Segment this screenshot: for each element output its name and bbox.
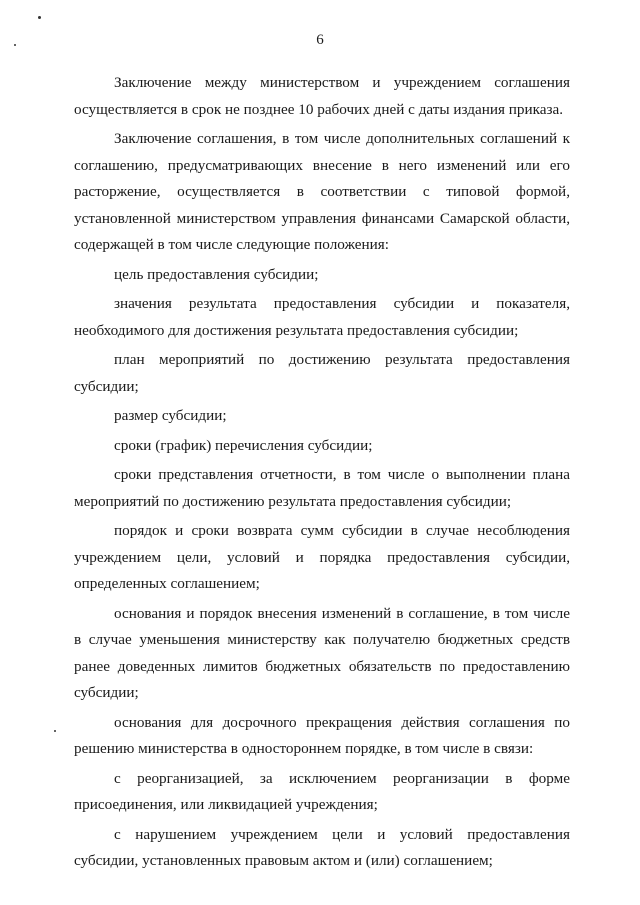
paragraph: значения результата предоставления субсидии и показателя, необходимого для достижения результата предоставления субсидии; xyxy=(74,295,570,339)
page-number: 6 xyxy=(316,32,324,48)
paragraph: с реорганизацией, за исключением реорганизации в форме присоединения, или ликвидацией учреждения; xyxy=(74,769,570,813)
paragraph: цель предоставления субсидии; xyxy=(114,265,319,283)
paragraph: размер субсидии; xyxy=(114,407,227,424)
document-body xyxy=(74,70,570,878)
scan-speck xyxy=(38,16,41,19)
paragraph: сроки представления отчетности, в том числе о выполнении плана мероприятий по достижению результата предоставления субсидии; xyxy=(74,466,570,510)
paragraph: Заключение соглашения, в том числе дополнительных соглашений к соглашению, предусматривающих внесение в него изменений или его расторжение, осуществляется в соответствии с типовой формой, установленной министерством управления финансами Самарской области, содержащей в том числе следующие положения: xyxy=(74,130,570,253)
paragraph: основания для досрочного прекращения действия соглашения по решению министерства в одностороннем порядке, в том числе в связи: xyxy=(74,713,570,757)
paragraph: с нарушением учреждением цели и условий предоставления субсидии, установленных правовым актом и (или) соглашением; xyxy=(74,825,570,869)
paragraph: порядок и сроки возврата сумм субсидии в случае несоблюдения учреждением цели, условий и порядка предоставления субсидии, определенных соглашением; xyxy=(74,522,570,592)
paragraph: Заключение между министерством и учреждением соглашения осуществляется в срок не позднее 10 рабочих дней с даты издания приказа. xyxy=(74,74,570,118)
paragraph: сроки (график) перечисления субсидии; xyxy=(114,436,373,454)
paragraph: основания и порядок внесения изменений в соглашение, в том числе в случае уменьшения министерству как получателю бюджетных средств ранее доведенных лимитов бюджетных обязательств по предоставлению субсидии; xyxy=(74,604,570,701)
scan-speck xyxy=(54,730,56,732)
paragraph: план мероприятий по достижению результата предоставления субсидии; xyxy=(74,351,570,395)
